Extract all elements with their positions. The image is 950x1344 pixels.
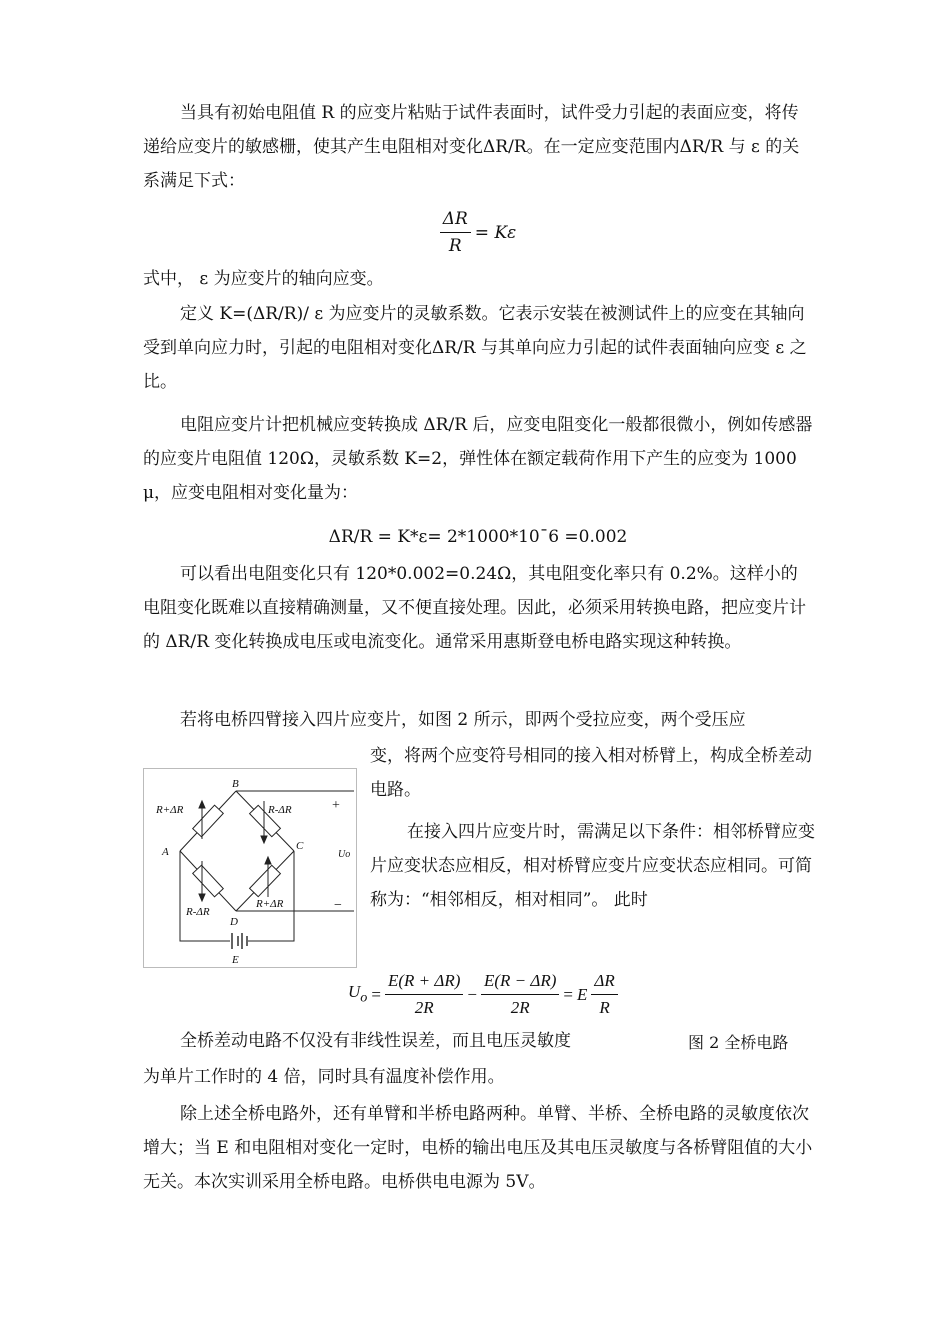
node-label-b: B: [232, 778, 239, 790]
paragraph-full-bridge-2: 变，将两个应变符号相同的接入相对桥臂上，构成全桥差动电路。: [370, 746, 812, 800]
eq3-term3-num: ΔR: [591, 968, 617, 995]
paragraph-intro: 当具有初始电阻值 R 的应变片粘贴于试件表面时，试件受力引起的表面应变，将传递给应变片的敏感栅，使其产生电阻相对变化ΔR/R。在一定应变范围内ΔR/R 与 ε 的关系满足下式：: [143, 103, 800, 191]
paragraph-full-bridge-1: 若将电桥四臂接入四片应变片，如图 2 所示，即两个受拉应变，两个受压应: [180, 710, 746, 730]
output-minus-label: −: [334, 898, 342, 913]
resistor-bottom-left: [193, 865, 224, 897]
eq1-denominator: R: [448, 236, 462, 256]
equation-strain-relation: [143, 206, 813, 259]
output-voltage-label: Uo: [338, 849, 351, 860]
eq3-term2-num: E(R − ΔR): [481, 968, 559, 995]
resistor-top-left: [193, 805, 224, 837]
eq3-eq-2: =: [563, 984, 574, 1004]
equation-numeric: ΔR/R = K*ε= 2*1000*10ˉ6 =0.002: [328, 527, 628, 547]
paragraph-conditions: 在接入四片应变片时，需满足以下条件：相邻桥臂应变片应变状态应相反，相对桥臂应变片应变状态应相同。可简称为：“相邻相反，相对相同”。 此时: [370, 822, 815, 910]
paragraph-conversion: 电阻应变片计把机械应变转换成 ΔR/R 后，应变电阻变化一般都很微小，例如传感器的应变片电阻值 120Ω，灵敏系数 K=2，弹性体在额定载荷作用下产生的应变为 1000 μ，应变电阻相对变化量为：: [143, 415, 813, 503]
resistor-label-bottom-left: R-ΔR: [186, 906, 210, 918]
eq3-term3-prefix: E: [577, 984, 588, 1004]
source-label-e: E: [232, 954, 239, 966]
paragraph-definition: 定义 K=(ΔR/R)/ ε 为应变片的灵敏系数。它表示安装在被测试件上的应变在其轴向受到单向应力时，引起的电阻相对变化ΔR/R 与其单向应力引起的试件表面轴向应变 ε 之比。: [143, 304, 807, 392]
eq1-rhs: = Kε: [474, 222, 517, 243]
paragraph-where: 式中， ε 为应变片的轴向应变。: [143, 269, 384, 289]
eq3-eq-1: =: [371, 984, 381, 1004]
full-bridge-circuit-figure: [143, 768, 357, 968]
eq3-lhs: U: [348, 982, 361, 1002]
equation-bridge-output: [348, 968, 618, 1021]
eq3-term1-num: E(R + ΔR): [385, 968, 463, 995]
eq3-minus: −: [467, 984, 477, 1004]
paragraph-bridge-types: 除上述全桥电路外，还有单臂和半桥电路两种。单臂、半桥、全桥电路的灵敏度依次增大；当 E 和电阻相对变化一定时，电桥的输出电压及其电压灵敏度与各桥臂阻值的大小无关。本次实训采用全桥电路。电桥供电电源为 5V。: [143, 1104, 813, 1192]
node-label-a: A: [162, 846, 169, 858]
figure-caption: 图 2 全桥电路: [688, 1033, 789, 1052]
node-label-d: D: [230, 916, 238, 928]
resistor-label-top-right: R-ΔR: [268, 804, 292, 816]
eq3-term1-den: 2R: [414, 998, 434, 1017]
eq3-term3-den: R: [599, 998, 610, 1017]
paragraph-advantages-2: 为单片工作时的 4 倍，同时具有温度补偿作用。: [143, 1067, 505, 1087]
eq1-numerator: ΔR: [440, 206, 471, 233]
paragraph-advantages-1: 全桥差动电路不仅没有非线性误差，而且电压灵敏度: [180, 1031, 571, 1051]
resistor-label-top-left: R+ΔR: [156, 804, 184, 816]
output-plus-label: +: [332, 798, 340, 813]
resistor-bottom-right: [250, 865, 281, 896]
node-label-c: C: [296, 840, 304, 852]
eq3-term2-den: 2R: [510, 998, 530, 1017]
eq3-lhs-sub: o: [360, 989, 368, 1006]
resistor-label-bottom-right: R+ΔR: [256, 898, 284, 910]
paragraph-bridge-reason: 可以看出电阻变化只有 120*0.002=0.24Ω，其电阻变化率只有 0.2%。这样小的电阻变化既难以直接精确测量，又不便直接处理。因此，必须采用转换电路，把应变片计的 ΔR/R 变化转换成电压或电流变化。通常采用惠斯登电桥电路实现这种转换。: [143, 564, 806, 652]
